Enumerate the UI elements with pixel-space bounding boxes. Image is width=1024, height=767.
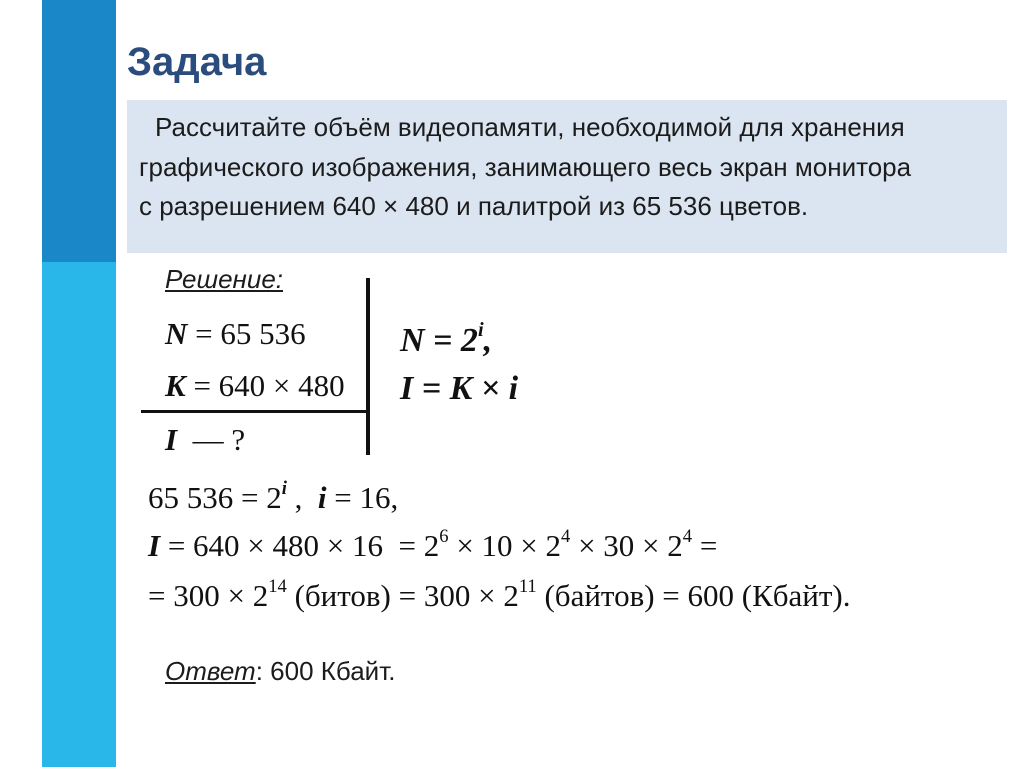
var-i: I [165, 422, 178, 457]
formula-n-tail: , [483, 322, 493, 359]
formula-n [400, 318, 493, 360]
calc2-d: = [692, 528, 718, 563]
calc2-c: × 30 × 2 [570, 528, 683, 563]
calc2-exp1: 6 [439, 525, 449, 547]
calc-line-1 [148, 477, 399, 516]
given-i [165, 422, 245, 458]
accent-bar-light [42, 262, 116, 767]
formula-i-text: I = K × i [400, 370, 519, 407]
calc3-exp1: 14 [268, 575, 287, 597]
slide-title: Задача [127, 40, 267, 84]
accent-bar-dark [42, 0, 116, 262]
var-n: N [165, 316, 188, 351]
answer [165, 656, 395, 687]
given-n [165, 316, 306, 352]
calc1-exp: i [281, 477, 287, 499]
answer-label: Ответ [165, 656, 256, 686]
given-n-value: = 65 536 [187, 316, 306, 351]
calc2-var: I [148, 528, 161, 563]
calc1-b: , [286, 480, 318, 515]
task-line-3: с разрешением 640 × 480 и палитрой из 65 536 цветов. [139, 191, 809, 221]
calc3-c: (байтов) = 600 (Кбайт). [536, 578, 851, 613]
answer-value: : 600 Кбайт. [255, 656, 396, 686]
calc3-b: (битов) = 300 × 2 [286, 578, 519, 613]
given-k [165, 368, 345, 404]
formula-n-exp: i [477, 318, 484, 341]
calc2-a: = 640 × 480 × 16 = 2 [160, 528, 440, 563]
calc3-exp2: 11 [518, 575, 537, 597]
given-i-value: — ? [177, 422, 246, 457]
task-line-1: Рассчитайте объём видеопамяти, необходимой для хранения [155, 112, 905, 142]
calc2-exp2: 4 [561, 525, 571, 547]
given-k-value: = 640 × 480 [185, 368, 345, 403]
given-divider-vertical [366, 278, 370, 455]
calc-line-2 [148, 525, 718, 564]
solution-label: Решение: [165, 264, 284, 294]
calc3-a: = 300 × 2 [148, 578, 269, 613]
formula-n-text: N = 2 [400, 322, 478, 359]
given-divider-horizontal [141, 410, 369, 413]
calc2-exp3: 4 [682, 525, 693, 547]
task-line-2: графического изображения, занимающего весь экран монитора [139, 152, 912, 182]
calc-line-3 [148, 575, 851, 614]
calc1-a: 65 536 = 2 [148, 480, 282, 515]
calc2-b: × 10 × 2 [448, 528, 562, 563]
var-k: K [165, 368, 186, 403]
calc1-var: i [317, 480, 327, 515]
formula-i [400, 370, 518, 408]
calc1-c: = 16, [326, 480, 399, 515]
